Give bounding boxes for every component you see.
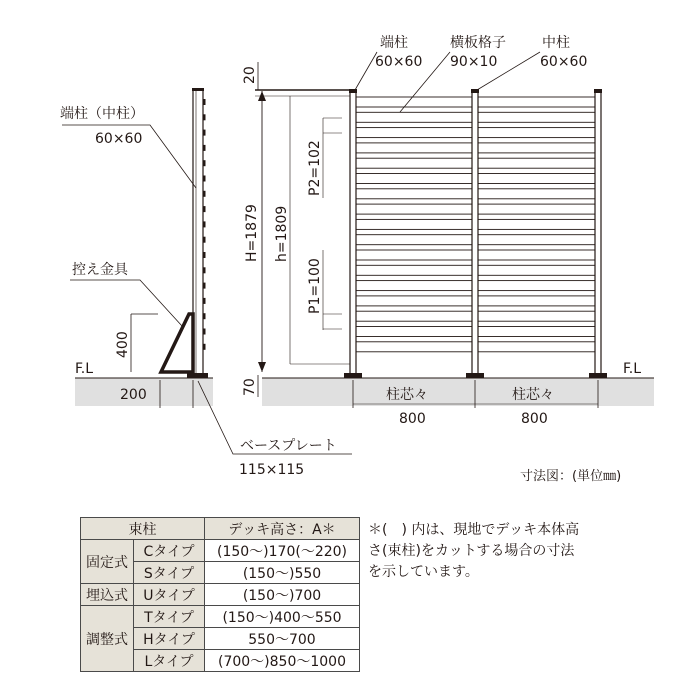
side-board-end	[203, 267, 206, 273]
lattice-board	[356, 235, 472, 245]
lattice-board	[478, 128, 595, 138]
label-panel-height: h=1809	[274, 205, 290, 262]
side-board-end	[203, 237, 206, 243]
table-value-cell: (150〜)400〜550	[205, 606, 360, 628]
leader-brace	[70, 280, 182, 326]
front-post-center	[472, 92, 478, 377]
lattice-board	[356, 281, 472, 291]
lattice-board	[356, 342, 472, 352]
table-type-cell: Tタイプ	[134, 606, 205, 628]
label-span-value-2: 800	[521, 411, 548, 427]
table-type-cell: Hタイプ	[134, 628, 205, 650]
label-fl-left: F.L	[75, 361, 94, 377]
side-board-end	[203, 283, 206, 289]
label-total-height: H=1879	[244, 204, 260, 262]
table-type-cell: Sタイプ	[134, 562, 205, 584]
front-view	[242, 34, 641, 484]
lattice-board	[478, 204, 595, 214]
note-line: を示しています。	[368, 564, 479, 580]
side-board-end	[203, 252, 206, 258]
table-type-cell: Uタイプ	[134, 584, 205, 606]
table-value-cell: (150〜)700	[205, 584, 360, 606]
lattice-board	[478, 158, 595, 168]
lattice-board	[356, 204, 472, 214]
lattice-board	[478, 250, 595, 260]
lattice-board	[356, 128, 472, 138]
label-top-gap: 20	[242, 66, 258, 84]
label-span-2: 柱芯々	[512, 387, 554, 403]
front-post-right	[595, 92, 601, 377]
brace-fitting	[161, 314, 193, 372]
label-brace-fitting: 控え金具	[72, 262, 128, 278]
label-end-post-center-size: 60×60	[95, 131, 143, 147]
side-board-end	[203, 176, 206, 182]
label-pitch1: P1=100	[307, 258, 323, 314]
side-board-end	[203, 206, 206, 212]
lattice-board	[356, 189, 472, 199]
label-brace-height: 400	[115, 331, 131, 358]
deck-height-note	[368, 520, 658, 583]
lattice-board	[356, 265, 472, 275]
label-horizontal-lattice-size: 90×10	[450, 54, 498, 70]
table-type-cell: Cタイプ	[134, 540, 205, 562]
side-board-end	[203, 329, 206, 335]
lattice-board	[356, 97, 472, 107]
label-end-post-size: 60×60	[375, 54, 423, 70]
lattice-board	[356, 112, 472, 122]
lattice-board	[478, 143, 595, 153]
lattice-board	[478, 327, 595, 337]
table-row	[81, 606, 360, 628]
table-header-row	[81, 518, 360, 540]
table-group-label: 調整式	[81, 606, 134, 672]
lattice-board	[478, 219, 595, 229]
label-bottom-gap: 70	[242, 378, 258, 396]
side-board-end	[203, 313, 206, 319]
side-board-end	[203, 130, 206, 136]
side-board-end	[203, 99, 206, 105]
lattice-board	[478, 296, 595, 306]
front-post-left	[350, 92, 356, 377]
label-base-plate: ベースプレート	[240, 438, 337, 454]
label-pitch2: P2=102	[307, 140, 323, 196]
table-header-col1: 束柱	[81, 518, 205, 540]
side-board-end	[203, 160, 206, 166]
label-base-spacing: 200	[120, 387, 147, 403]
label-center-post: 中柱	[542, 35, 570, 51]
label-center-post-size: 60×60	[540, 54, 588, 70]
lattice-board	[478, 281, 595, 291]
lattice-board	[478, 112, 595, 122]
table-group-label: 埋込式	[81, 584, 134, 606]
side-board-end	[203, 114, 206, 120]
lattice-board	[478, 189, 595, 199]
label-end-post-center: 端柱（中柱）	[60, 106, 144, 122]
table-row	[81, 584, 360, 606]
lattice-board	[356, 296, 472, 306]
label-end-post: 端柱	[380, 35, 408, 51]
lattice-board	[478, 342, 595, 352]
table-header-col2: デッキ高さ：A＊	[205, 518, 360, 540]
table-group-label: 固定式	[81, 540, 134, 584]
label-unit-note: 寸法図：(単位㎜)	[520, 469, 622, 484]
lattice-board	[356, 311, 472, 321]
label-span-1: 柱芯々	[386, 387, 428, 403]
lattice-board	[478, 97, 595, 107]
lattice-board	[356, 327, 472, 337]
ground-band-right	[262, 378, 654, 406]
lattice-board	[356, 158, 472, 168]
lattice-board	[478, 235, 595, 245]
side-board-end	[203, 344, 206, 350]
label-horizontal-lattice: 横板格子	[450, 35, 506, 51]
table-value-cell: 550〜700	[205, 628, 360, 650]
label-base-plate-size: 115×115	[239, 462, 305, 478]
table-value-cell: (150〜)550	[205, 562, 360, 584]
leader-end-post	[355, 52, 377, 90]
lattice-board	[478, 174, 595, 184]
note-line: さ(束柱)をカットする場合の寸法	[368, 543, 575, 559]
lattice-board	[356, 250, 472, 260]
lattice-board	[478, 265, 595, 275]
lattice-board	[478, 311, 595, 321]
note-line: ＊( ) 内は、現地でデッキ本体高	[368, 522, 580, 538]
lattice-board	[356, 174, 472, 184]
side-board-end	[203, 221, 206, 227]
label-span-value-1: 800	[399, 411, 426, 427]
lattice-board	[356, 219, 472, 229]
table-value-cell: (150〜)170(〜220)	[205, 540, 360, 562]
table-value-cell: (700〜)850〜1000	[205, 650, 360, 672]
table-row	[81, 540, 360, 562]
side-board-end	[203, 145, 206, 151]
label-fl-right: F.L	[623, 361, 642, 377]
table-type-cell: Lタイプ	[134, 650, 205, 672]
deck-height-table	[80, 517, 360, 672]
side-board-end	[203, 191, 206, 197]
lattice-board	[356, 143, 472, 153]
deck-height-table-container	[80, 517, 360, 672]
side-board-end	[203, 298, 206, 304]
